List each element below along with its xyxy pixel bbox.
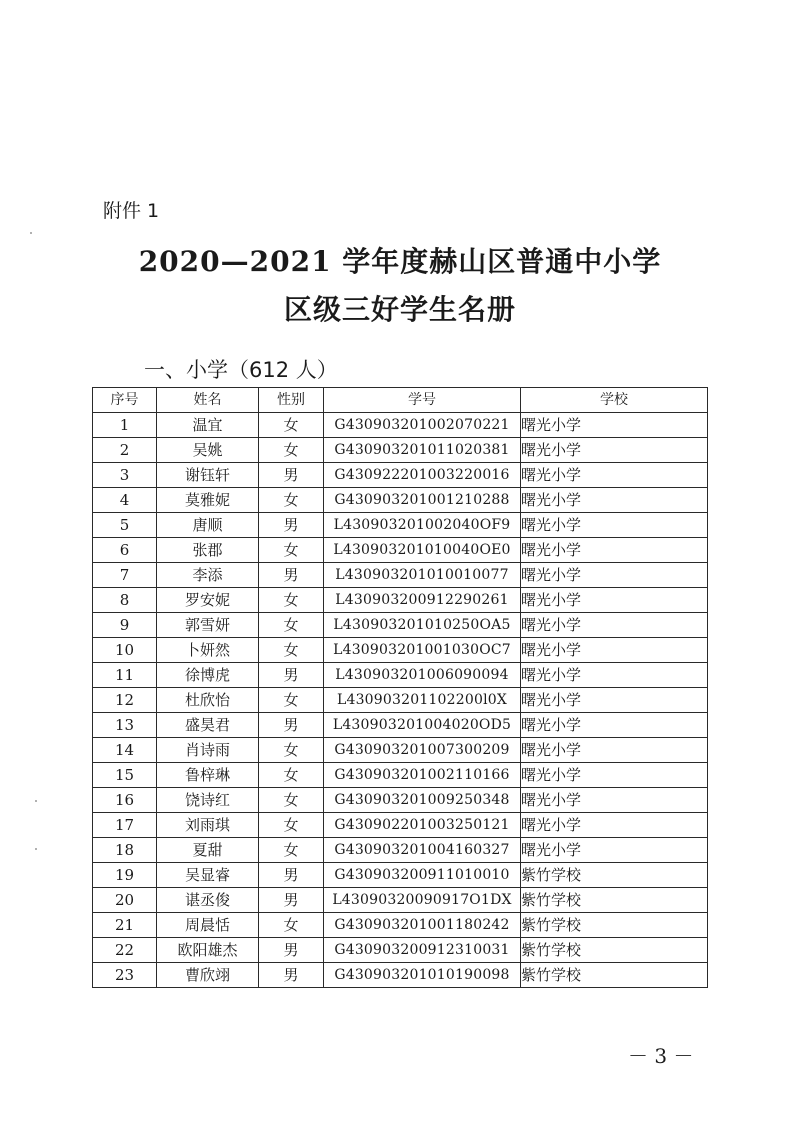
header-gender: 性别	[259, 388, 324, 413]
cell-name: 张郡	[157, 538, 259, 563]
cell-name: 罗安妮	[157, 588, 259, 613]
cell-school: 曙光小学	[521, 538, 708, 563]
cell-name: 欧阳雄杰	[157, 938, 259, 963]
cell-school: 曙光小学	[521, 613, 708, 638]
header-school: 学校	[521, 388, 708, 413]
cell-school: 紫竹学校	[521, 863, 708, 888]
cell-index: 6	[93, 538, 157, 563]
scan-speck	[35, 848, 37, 850]
cell-student-id: L430903201002040OF9	[324, 513, 521, 538]
cell-student-id: L430903201102200l0X	[324, 688, 521, 713]
cell-student-id: L430903201004020OD5	[324, 713, 521, 738]
cell-student-id: G430903201009250348	[324, 788, 521, 813]
cell-student-id: G430922201003220016	[324, 463, 521, 488]
cell-student-id: G430903201002070221	[324, 413, 521, 438]
cell-school: 紫竹学校	[521, 963, 708, 988]
cell-gender: 女	[259, 588, 324, 613]
cell-gender: 女	[259, 913, 324, 938]
cell-student-id: G430903200911010010	[324, 863, 521, 888]
scan-speck	[35, 800, 37, 802]
cell-gender: 男	[259, 938, 324, 963]
cell-index: 23	[93, 963, 157, 988]
cell-index: 2	[93, 438, 157, 463]
table-row	[93, 963, 708, 988]
table-row	[93, 763, 708, 788]
table-row	[93, 913, 708, 938]
cell-school: 曙光小学	[521, 688, 708, 713]
cell-index: 12	[93, 688, 157, 713]
cell-name: 肖诗雨	[157, 738, 259, 763]
cell-index: 13	[93, 713, 157, 738]
cell-student-id: G430903201001210288	[324, 488, 521, 513]
cell-index: 18	[93, 838, 157, 863]
table-row	[93, 888, 708, 913]
cell-student-id: L430903201010250OA5	[324, 613, 521, 638]
cell-school: 曙光小学	[521, 488, 708, 513]
cell-student-id: L430903201010010077	[324, 563, 521, 588]
cell-index: 10	[93, 638, 157, 663]
cell-school: 紫竹学校	[521, 888, 708, 913]
cell-gender: 女	[259, 638, 324, 663]
cell-gender: 男	[259, 888, 324, 913]
table-row	[93, 488, 708, 513]
table-row	[93, 788, 708, 813]
cell-name: 卜妍然	[157, 638, 259, 663]
cell-name: 吴显睿	[157, 863, 259, 888]
cell-gender: 男	[259, 963, 324, 988]
table-row	[93, 588, 708, 613]
cell-school: 紫竹学校	[521, 938, 708, 963]
cell-gender: 女	[259, 688, 324, 713]
cell-school: 曙光小学	[521, 738, 708, 763]
header-student-id: 学号	[324, 388, 521, 413]
cell-student-id: L430903201001030OC7	[324, 638, 521, 663]
cell-gender: 女	[259, 613, 324, 638]
table-row	[93, 813, 708, 838]
table-body	[93, 413, 708, 988]
table-row	[93, 688, 708, 713]
cell-name: 鲁梓琳	[157, 763, 259, 788]
cell-student-id: G430902201003250121	[324, 813, 521, 838]
document-title-line-1: 2020—2021 学年度赫山区普通中小学	[138, 245, 662, 278]
cell-name: 刘雨琪	[157, 813, 259, 838]
cell-index: 14	[93, 738, 157, 763]
cell-school: 曙光小学	[521, 563, 708, 588]
table-row	[93, 463, 708, 488]
cell-school: 曙光小学	[521, 663, 708, 688]
cell-student-id: G430903201001180242	[324, 913, 521, 938]
cell-gender: 女	[259, 538, 324, 563]
table-row	[93, 613, 708, 638]
cell-index: 22	[93, 938, 157, 963]
cell-index: 7	[93, 563, 157, 588]
cell-student-id: G430903201011020381	[324, 438, 521, 463]
table-row	[93, 838, 708, 863]
cell-name: 饶诗红	[157, 788, 259, 813]
cell-gender: 女	[259, 763, 324, 788]
cell-name: 郭雪妍	[157, 613, 259, 638]
cell-gender: 女	[259, 738, 324, 763]
cell-gender: 男	[259, 513, 324, 538]
cell-gender: 男	[259, 563, 324, 588]
cell-name: 唐顺	[157, 513, 259, 538]
cell-name: 谢钰轩	[157, 463, 259, 488]
cell-name: 夏甜	[157, 838, 259, 863]
cell-gender: 女	[259, 813, 324, 838]
table-row	[93, 663, 708, 688]
cell-gender: 男	[259, 463, 324, 488]
student-roster-table	[92, 387, 708, 988]
cell-school: 曙光小学	[521, 838, 708, 863]
cell-school: 曙光小学	[521, 513, 708, 538]
table-header-row	[93, 388, 708, 413]
cell-index: 17	[93, 813, 157, 838]
table-row	[93, 413, 708, 438]
attachment-label: 附件 1	[103, 200, 160, 222]
table-row	[93, 438, 708, 463]
table-row	[93, 638, 708, 663]
cell-student-id: L430903201010040OE0	[324, 538, 521, 563]
cell-gender: 男	[259, 713, 324, 738]
table-row	[93, 863, 708, 888]
table-row	[93, 738, 708, 763]
cell-name: 谌丞俊	[157, 888, 259, 913]
cell-index: 11	[93, 663, 157, 688]
cell-name: 杜欣怡	[157, 688, 259, 713]
cell-index: 4	[93, 488, 157, 513]
cell-name: 周晨恬	[157, 913, 259, 938]
cell-index: 21	[93, 913, 157, 938]
cell-index: 5	[93, 513, 157, 538]
document-title-line-2: 区级三好学生名册	[283, 293, 516, 326]
cell-school: 曙光小学	[521, 813, 708, 838]
cell-student-id: G430903201007300209	[324, 738, 521, 763]
cell-name: 曹欣翊	[157, 963, 259, 988]
header-name: 姓名	[157, 388, 259, 413]
cell-name: 莫雅妮	[157, 488, 259, 513]
cell-school: 曙光小学	[521, 588, 708, 613]
table-row	[93, 563, 708, 588]
cell-index: 19	[93, 863, 157, 888]
cell-index: 1	[93, 413, 157, 438]
cell-student-id: G430903201004160327	[324, 838, 521, 863]
section-heading: 一、小学（612 人）	[144, 358, 338, 382]
cell-index: 3	[93, 463, 157, 488]
cell-student-id: G430903201010190098	[324, 963, 521, 988]
header-index: 序号	[93, 388, 157, 413]
cell-school: 曙光小学	[521, 763, 708, 788]
scan-speck	[30, 232, 32, 234]
cell-school: 曙光小学	[521, 413, 708, 438]
cell-name: 李添	[157, 563, 259, 588]
cell-gender: 男	[259, 863, 324, 888]
cell-gender: 女	[259, 413, 324, 438]
cell-name: 徐博虎	[157, 663, 259, 688]
cell-gender: 女	[259, 838, 324, 863]
cell-student-id: L430903201006090094	[324, 663, 521, 688]
cell-school: 紫竹学校	[521, 913, 708, 938]
cell-index: 8	[93, 588, 157, 613]
cell-school: 曙光小学	[521, 638, 708, 663]
cell-gender: 女	[259, 788, 324, 813]
table-row	[93, 513, 708, 538]
cell-school: 曙光小学	[521, 788, 708, 813]
cell-index: 9	[93, 613, 157, 638]
cell-gender: 女	[259, 438, 324, 463]
cell-index: 20	[93, 888, 157, 913]
cell-index: 16	[93, 788, 157, 813]
cell-student-id: G430903200912310031	[324, 938, 521, 963]
cell-index: 15	[93, 763, 157, 788]
table-row	[93, 538, 708, 563]
cell-student-id: L430903200912290261	[324, 588, 521, 613]
cell-name: 温宜	[157, 413, 259, 438]
cell-school: 曙光小学	[521, 463, 708, 488]
cell-student-id: L43090320090917O1DX	[324, 888, 521, 913]
table-row	[93, 713, 708, 738]
cell-gender: 男	[259, 663, 324, 688]
cell-school: 曙光小学	[521, 438, 708, 463]
cell-gender: 女	[259, 488, 324, 513]
cell-name: 盛昊君	[157, 713, 259, 738]
cell-name: 吴姚	[157, 438, 259, 463]
cell-student-id: G430903201002110166	[324, 763, 521, 788]
cell-school: 曙光小学	[521, 713, 708, 738]
page-number: － 3 －	[628, 1044, 694, 1068]
table-row	[93, 938, 708, 963]
